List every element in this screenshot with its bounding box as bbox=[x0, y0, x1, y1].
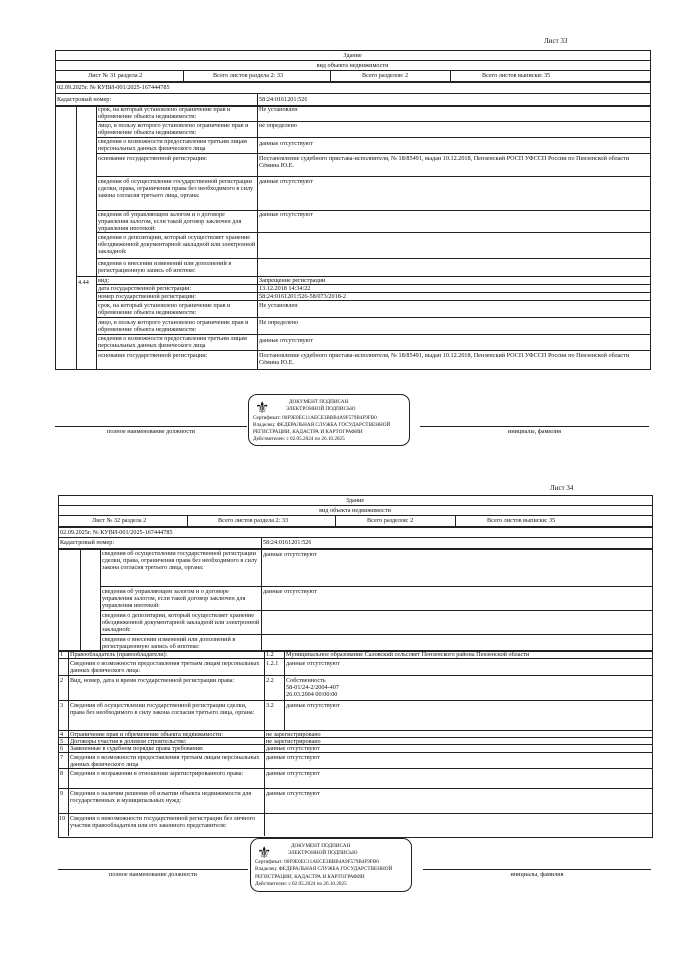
date-number: 02.09.2025г. № КУВИ-001/2025-167444785 bbox=[57, 84, 170, 91]
footer-name-caption: инициалы, фамилия bbox=[510, 871, 564, 878]
table-row-label: Сведения о наличии решения об изъятии объекта недвижимости для государственных и муниципальных нужд: bbox=[70, 790, 252, 804]
cadastral-label: Кадастровый номер: bbox=[60, 539, 115, 546]
stamp-text: ДОКУМЕНТ ПОДПИСАН bbox=[291, 843, 351, 849]
cadastral-value: 58:24:0161201:526 bbox=[259, 96, 308, 103]
table-row-label: Правообладатель (правообладатели): bbox=[70, 651, 168, 658]
object-subtitle: вид объекта недвижимости bbox=[319, 507, 391, 514]
table-row-label: сведения о возможности предоставления третьим лицам персональных данных физического лица bbox=[98, 138, 247, 152]
sheet-number: Лист 33 bbox=[544, 38, 568, 45]
row-number: 2 bbox=[60, 677, 64, 684]
table-row-label: сведения об осуществлении государственной регистрации сделки, права, ограничения права без необходимого в силу закона согласия третьего лица, органа: bbox=[98, 178, 254, 199]
table-row-value: Запрещение регистрации bbox=[259, 277, 326, 284]
table-row-label: Вид, номер, дата и время государственной регистрации права: bbox=[70, 677, 235, 684]
footer-position-caption: полное наименование должности bbox=[109, 871, 197, 878]
total-sections: Всего разделов: 2 bbox=[362, 72, 409, 79]
row-subnumber: 1.2 bbox=[266, 651, 274, 658]
row-number: 6 bbox=[60, 745, 64, 752]
row-number: 1 bbox=[60, 651, 64, 658]
stamp-text: Владелец: ФЕДЕРАЛЬНАЯ СЛУЖБА ГОСУДАРСТВЕННОЙ bbox=[253, 422, 391, 428]
row-number: 9 bbox=[60, 790, 64, 797]
table-row-label: Сведения о невозможности государственной регистрации без личного участия правообладателя или его законного представителя: bbox=[70, 815, 256, 829]
table-row-label: лицо, в пользу которого установлено ограничение прав и обременение объекта недвижимости: bbox=[98, 319, 249, 333]
row-number: 4 bbox=[60, 731, 64, 738]
table-row-label: сведения о депозитарии, который осуществляет хранение обездвиженной документарной закладной или электронной закладной: bbox=[102, 612, 260, 633]
emblem-icon: ⚜ bbox=[255, 400, 270, 417]
table-row-value: данные отсутствуют bbox=[263, 551, 317, 558]
table-row-label: срок, на который установлено ограничение прав и обременение объекта недвижимости: bbox=[98, 302, 231, 316]
row-number: 10 bbox=[59, 815, 66, 822]
footer-position-caption: полное наименование должности bbox=[107, 428, 195, 435]
total-sheets-extract: Всего листов выписки: 35 bbox=[482, 72, 551, 79]
row-number: 3 bbox=[60, 702, 64, 709]
stamp-text: ЭЛЕКТРОННОЙ ПОДПИСЬЮ bbox=[286, 406, 356, 412]
sheet-of-section: Лист № 31 раздела 2 bbox=[88, 72, 143, 79]
stamp-text: ЭЛЕКТРОННОЙ ПОДПИСЬЮ bbox=[288, 850, 358, 856]
cadastral-label: Кадастровый номер: bbox=[57, 96, 112, 103]
table-row-value: Не установлен bbox=[259, 106, 298, 113]
table-row-value: не определено bbox=[259, 122, 297, 129]
table-row-value: не зарегистрировано bbox=[266, 738, 321, 745]
row-number: 8 bbox=[60, 770, 64, 777]
table-row-value: данные отсутствуют bbox=[259, 211, 313, 218]
total-sections: Всего разделов: 2 bbox=[367, 517, 414, 524]
table-row-label: основание государственной регистрации: bbox=[98, 155, 208, 162]
stamp-text: РЕГИСТРАЦИИ, КАДАСТРА И КАРТОГРАФИИ bbox=[255, 874, 365, 880]
table-row-label: Ограничение прав и обременение объекта недвижимости: bbox=[70, 731, 224, 738]
stamp-text: Сертификат: 00F9E0EC11AECE3BBB4A9F579B4F9FB0 bbox=[255, 859, 379, 865]
table-row-value: не зарегистрировано bbox=[266, 731, 321, 738]
table-row-value: Не установлен bbox=[259, 302, 298, 309]
stamp-text: Действителен: с 02.05.2024 по 26.10.2025 bbox=[255, 881, 347, 887]
table-row-label: Сведения об осуществлении государственной регистрации сделки, права без необходимого в силу закона согласия третьего лица, органа: bbox=[70, 702, 255, 716]
table-row-value: 58:24:0161201:526-58/073/2018-2 bbox=[259, 293, 346, 300]
table-row-value: Муниципальное образование Саловский сельсовет Пензенского района Пензенской области bbox=[286, 651, 530, 658]
table-row-value: данные отсутствуют bbox=[286, 702, 340, 709]
table-row-value: данные отсутствуют bbox=[259, 178, 313, 185]
date-number: 02.09.2025г. № КУВИ-001/2025-167444785 bbox=[60, 529, 173, 536]
total-sheets-section: Всего листов раздела 2: 33 bbox=[213, 72, 284, 79]
table-row-label: номер государственной регистрации: bbox=[98, 293, 196, 300]
table-row-value: Собственность 58-01/24-2/2004-407 26.03.2004 00:00:00 bbox=[286, 677, 339, 698]
stamp-text: РЕГИСТРАЦИИ, КАДАСТРА И КАРТОГРАФИИ bbox=[253, 429, 363, 435]
table-row-value: данные отсутствуют bbox=[266, 754, 320, 761]
table-row-label: лицо, в пользу которого установлено ограничение прав и обременение объекта недвижимости: bbox=[98, 122, 249, 136]
table-row-value: Не определено bbox=[259, 319, 299, 326]
table-row-label: основание государственной регистрации: bbox=[98, 352, 208, 359]
total-sheets-section: Всего листов раздела 2: 33 bbox=[218, 517, 289, 524]
table-row-value: данные отсутствуют bbox=[263, 588, 317, 595]
table-row-value: данные отсутствуют bbox=[266, 745, 320, 752]
row-subnumber: 3.2 bbox=[266, 702, 274, 709]
table-row-value: данные отсутствуют bbox=[259, 337, 313, 344]
table-row-value: данные отсутствуют bbox=[266, 790, 320, 797]
table-row-label: сведения об осуществлении государственной регистрации сделки, права, ограничения права без необходимого в силу закона согласия третьего лица, органа: bbox=[102, 550, 258, 571]
item-number: 4.44 bbox=[78, 279, 89, 286]
stamp-text: Действителен: с 02.05.2024 по 26.10.2025 bbox=[253, 436, 345, 442]
footer-name-caption: инициалы, фамилия bbox=[508, 428, 561, 435]
object-subtitle: вид объекта недвижимости bbox=[316, 62, 389, 69]
table-row-label: сведения о внесении изменений или дополнений в регистрационную запись об ипотеке: bbox=[98, 260, 232, 274]
table-row-label: сведения об управляющем залогом и о договоре управления залогом, если такой договор заключен для управления ипотекой: bbox=[102, 588, 246, 609]
emblem-icon: ⚜ bbox=[257, 845, 272, 862]
stamp-text: Сертификат: 00F9E0EC11AECE3BBB4A9F579B4F9FB0 bbox=[253, 415, 377, 421]
row-subnumber: 1.2.1 bbox=[266, 660, 279, 667]
stamp-text: ДОКУМЕНТ ПОДПИСАН bbox=[289, 399, 349, 405]
signature-stamp bbox=[248, 394, 410, 446]
table-row-label: срок, на который установлено ограничение прав и обременение объекта недвижимости: bbox=[98, 106, 231, 120]
signature-stamp bbox=[250, 838, 412, 892]
table-row-label: Договоры участия в долевом строительстве: bbox=[70, 738, 187, 745]
sheet-number: Лист 34 bbox=[550, 485, 574, 492]
table-row-value: Постановление судебного пристава-исполнителя, № 18/85491, выдан 10.12.2018, Пензенский РОСП УФССП России по Пензенской области Сёмина Ю.Е. bbox=[259, 155, 630, 169]
total-sheets-extract: Всего листов выписки: 35 bbox=[487, 517, 556, 524]
table-row-label: вид: bbox=[98, 277, 110, 284]
table-row-label: сведения об управляющем залогом и о договоре управления залогом, если такой договор заключен для управления ипотекой: bbox=[98, 211, 242, 232]
table-row-label: Заявленные в судебном порядке права требования: bbox=[70, 745, 204, 752]
table-row-label: Сведения о возможности предоставления третьим лицам персональных данных физического лица: bbox=[70, 660, 260, 674]
row-number: 7 bbox=[60, 754, 64, 761]
table-row-label: сведения о возможности предоставления третьим лицам персональных данных физического лица bbox=[98, 335, 247, 349]
table-row-value: данные отсутствуют bbox=[266, 770, 320, 777]
table-row-value: Постановление судебного пристава-исполнителя, № 18/85491, выдан 10.12.2018, Пензенский РОСП УФССП России по Пензенской области Сёмина Ю.Е. bbox=[259, 352, 630, 366]
object-title: Здание bbox=[343, 52, 362, 59]
table-row-label: Сведения о возражении в отношении зарегистрированного права: bbox=[70, 770, 244, 777]
table-row-value: данные отсутствуют bbox=[259, 140, 313, 147]
object-title: Здание bbox=[345, 497, 365, 504]
cadastral-value: 58:24:0161201:526 bbox=[263, 539, 312, 546]
table-row-value: 13.12.2018 14:34:22 bbox=[259, 285, 311, 292]
table-row-label: дата государственной регистрации: bbox=[98, 285, 192, 292]
row-subnumber: 2.2 bbox=[266, 677, 274, 684]
table-row-label: Сведения о возможности предоставления третьим лицам персональных данных физического лица bbox=[70, 754, 260, 768]
row-number: 5 bbox=[60, 738, 64, 745]
sheet-of-section: Лист № 32 раздела 2 bbox=[92, 517, 147, 524]
table-row-label: сведения о депозитарии, который осуществляет хранение обездвиженной документарной закладной или электронной закладной: bbox=[98, 234, 256, 255]
table-row-label: сведения о внесении изменений или дополнений в регистрационную запись об ипотеке: bbox=[102, 636, 236, 650]
stamp-text: Владелец: ФЕДЕРАЛЬНАЯ СЛУЖБА ГОСУДАРСТВЕННОЙ bbox=[255, 866, 393, 872]
table-row-value: данные отсутствуют bbox=[286, 660, 340, 667]
